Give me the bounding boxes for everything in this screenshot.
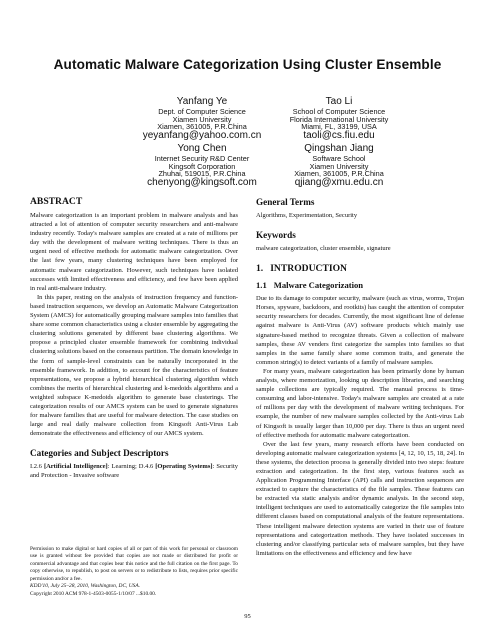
author-email: chenyong@kingsoft.com <box>147 176 257 188</box>
categories-part: : Learning; D.4.6 <box>107 463 156 471</box>
conference-line: KDD'10, July 25–28, 2010, Washington, DC, USA. <box>30 583 140 590</box>
categories-part: [Operating Systems] <box>155 463 213 471</box>
author-name: Yong Chen <box>177 143 227 154</box>
author-affiliation-line: Xiamen University <box>172 114 232 124</box>
permission-text: Permission to make digital or hard copies of all or part of this work for personal or classroom use is granted without fee provided that copies are not made or distributed for profit or commercial advantage and that copies bear this notice and the full citation on the first page. To copy otherwise, to republish, to post on servers or to redistribute to lists, requires prior specific permission and/or a fee. <box>30 546 238 582</box>
author-affiliation-line: Xiamen University <box>309 161 369 171</box>
subsection-heading <box>256 280 464 290</box>
permission-notice <box>30 546 238 598</box>
author-name: Qingshan Jiang <box>304 143 374 154</box>
author-email: yeyanfang@yahoo.com.cn <box>142 129 262 141</box>
categories-part: : Security and Protection - Invasive software <box>30 463 238 480</box>
author-affiliation-line: Zhuhai, 519015, P.R.China <box>158 169 246 179</box>
keywords-heading: Keywords <box>256 230 296 241</box>
general-terms-text: Algorithms, Experimentation, Security <box>256 212 358 219</box>
author-email: taoli@cs.fiu.edu <box>303 129 375 141</box>
author-block <box>249 97 429 141</box>
subsection-title: Malware Categorization <box>273 280 364 291</box>
author-name: Yanfang Ye <box>176 96 228 107</box>
intro-paragraph: Due to its damage to computer security, malware (such as virus, worms, Trojan Horses, spyware, backdoors, and rootkits) has caught the attention of computer security researchers for decades. Currently, the most significant line of defense against malware is Anti-Virus (AV) software products which mainly use signature-based method to recognize threats. Given a collection of malware samples, these AV venders first categorize the samples into families so that samples in the same family share some common traits, and generate the common string(s) to detect variants of a family of malware samples. <box>256 295 464 366</box>
keywords-text: malware categorization, cluster ensemble, signature <box>256 245 391 253</box>
general-terms-heading: General Terms <box>256 197 315 207</box>
author-affiliation-line: Xiamen, 361005, P.R.China <box>157 122 247 132</box>
right-column <box>256 197 464 558</box>
author-affiliation-line: Software School <box>312 154 366 164</box>
categories-heading: Categories and Subject Descriptors <box>30 448 169 459</box>
abstract-paragraph: Malware categorization is an important problem in malware analysis and has attracted a lot of attention of computer security researchers and anti-malware industry recently. Today's malware samples are created at a rate of millions per day with the development of malware writing techniques. There is thus an urgent need of effective methods for automatic malware categorization. Over the last few years, many clustering techniques have been employed for automatic malware categorization. However, such techniques have isolated successes with limited effectiveness and efficiency, and few have been applied in real anti-malware industry. <box>30 212 238 292</box>
author-affiliation-line: Kingsoft Corporation <box>168 161 236 171</box>
categories-part: I.2.6 <box>30 463 44 471</box>
author-affiliation-line: Internet Security R&D Center <box>154 154 250 164</box>
author-email: qjiang@xmu.edu.cn <box>294 176 384 188</box>
abstract-paragraph: In this paper, resting on the analysis of instruction frequency and function-based instruction sequences, we develop an Automatic Malware Categorization System (AMCS) for automatically grouping malware samples into families that share some common characteristics using a cluster ensemble by aggregating the clustering solutions generated by different base clustering algorithms. We propose a principled cluster ensemble framework for combining individual clustering solutions based on the consensus partition. The domain knowledge in the form of sample-level constraints can be naturally incorporated in the ensemble framework. In addition, to account for the characteristics of feature representations, we propose a hybrid hierarchical clustering algorithm which combines the merits of hierarchical clustering and k-medoids algorithms and a weighted subspace K-medoids algorithm to generate base clusterings. The categorization results of our AMCS system can be used to generate signatures for malware families that are useful for malware detection. The case studies on large and real daily malware collection from Kingsoft Anti-Virus Lab demonstrate the effectiveness and efficiency of our AMCS system. <box>30 293 238 438</box>
copyright-line: Copyright 2010 ACM 978-1-4503-0055-1/10/07 ...$10.00. <box>30 590 157 597</box>
author-block <box>249 144 429 188</box>
author-affiliation-line: Miami, FL, 33199, USA <box>301 122 377 132</box>
page-number: 95 <box>244 613 251 620</box>
paper-title: Automatic Malware Categorization Using Cluster Ensemble <box>53 57 442 72</box>
intro-paragraph: For many years, malware categorization has been primarily done by human analysts, where memorization, looking up description libraries, and searching sample collections are typically required. The manual process is time-consuming and labor-intensive. Today's malware samples are created at a rate of millions per day with the development of malware writing techniques. For example, the number of new malware samples collected by the Anti-virus Lab of Kingsoft is usually larger than 10,000 per day. There is thus an urgent need of effective methods for automatic malware categorization. <box>256 367 464 439</box>
section-title: INTRODUCTION <box>270 263 347 275</box>
categories-text <box>30 462 238 480</box>
author-affiliation-line: School of Computer Science <box>292 107 386 117</box>
author-name: Tao Li <box>325 96 353 107</box>
intro-paragraph: Over the last few years, many research efforts have been conducted on developing automatic malware categorization systems [4, 12, 10, 15, 18, 24]. In these systems, the detection process is generally divided into two steps: feature extraction and categorization. In the first step, various features such as Application Programming Interface (API) calls and instruction sequences are extracted to capture the characteristics of the file samples. These features can be extracted via static analysis and/or dynamic analysis. In the second step, intelligent techniques are used to automatically categorize the file samples into different classes based on computational analysis of the feature representations. These intelligent malware detection systems are varied in their use of feature representations and categorization methods. They have isolated successes in clustering and/or classifying particular sets of malware samples, but they have limitations on the effectiveness and efficiency and few have <box>256 440 464 557</box>
categories-part: [Artificial Intelligence] <box>43 463 108 471</box>
left-column <box>30 196 238 481</box>
author-affiliation-line: Xiamen, 361005, P.R.China <box>294 169 384 179</box>
author-affiliation-line: Florida International University <box>289 114 389 124</box>
author-affiliation-line: Dept. of Computer Science <box>158 107 246 117</box>
introduction-heading <box>256 263 464 274</box>
subsection-number: 1.1 <box>256 280 267 291</box>
section-number: 1. <box>256 263 264 275</box>
abstract-heading: ABSTRACT <box>30 196 83 207</box>
